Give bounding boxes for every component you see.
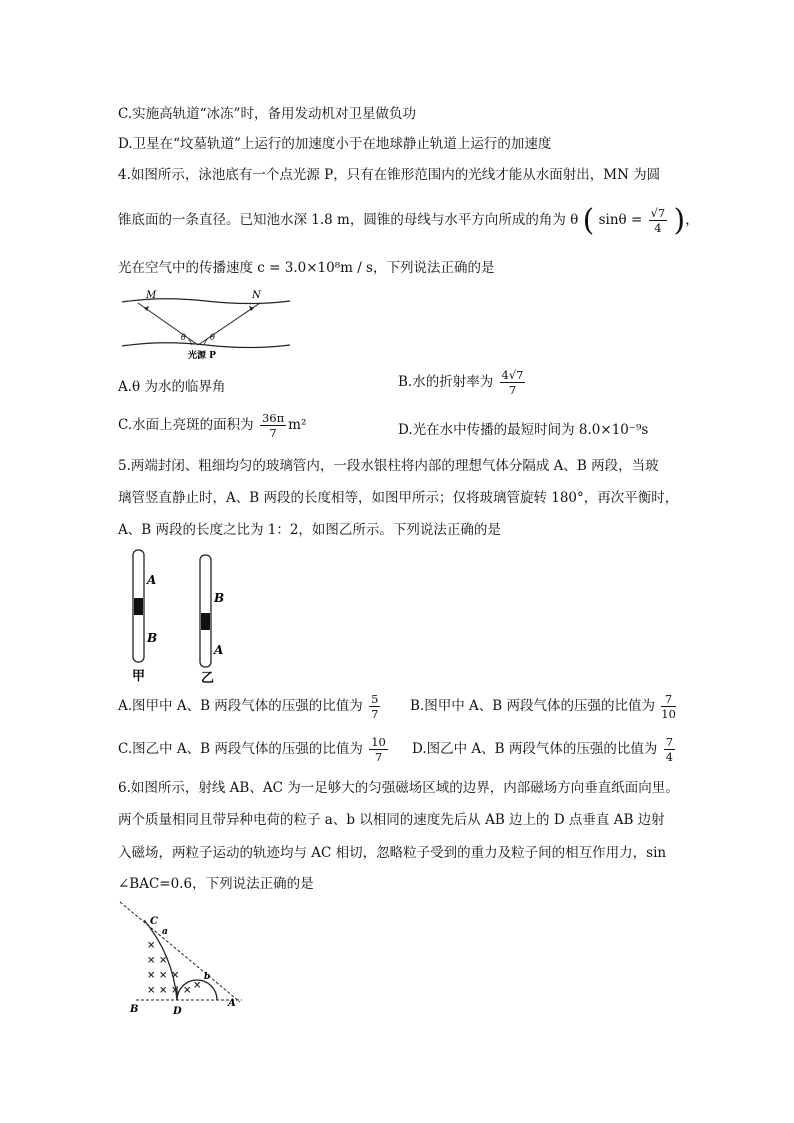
q3-option-d: D.卫星在“坟墓轨道”上运行的加速度小于在地球静止轨道上运行的加速度 (118, 136, 552, 152)
q4-stem-line2-text: 锥底面的一条直径。已知池水深 1.8 m，圆锥的母线与水平方向所成的角为 θ (118, 212, 579, 228)
figure-light-source (118, 286, 296, 362)
q4-option-b-text: B.水的折射率为 (398, 374, 494, 390)
cross-mark: × (159, 955, 168, 966)
q6-stem-line4: ∠BAC=0.6，下列说法正确的是 (118, 876, 314, 892)
cross-mark: × (193, 980, 202, 991)
q4-stem-line3: 光在空气中的传播速度 c = 3.0×10⁸m / s，下列说法正确的是 (118, 260, 495, 276)
label-yi-B: B (214, 591, 225, 605)
label-yi-A: A (214, 643, 224, 657)
cross-mark: × (171, 970, 180, 981)
q5-option-c (118, 735, 390, 764)
frac-denominator: 7 (371, 707, 379, 721)
frac-numerator: 7 (661, 692, 676, 707)
q4-option-c-fraction (260, 411, 286, 440)
label-D: D (173, 1006, 182, 1017)
label-B: B (130, 1004, 139, 1015)
q5-option-b (410, 692, 678, 721)
figure-magnetic-field (118, 900, 258, 1020)
frac-numerator: 5 (371, 692, 379, 706)
q6-stem-line1: 6.如图所示，射线 AB、AC 为一足够大的匀强磁场区域的边界，内部磁场方向垂直纸面向里。 (118, 780, 679, 796)
label-theta-left: θ (181, 333, 186, 342)
label-N: N (252, 290, 261, 301)
cross-mark: × (147, 985, 156, 996)
mercury-jia (134, 598, 143, 615)
q4-option-d: D.光在水中传播的最短时间为 8.0×10⁻⁹s (398, 422, 649, 438)
q5-stem-line3: A、B 两段的长度之比为 1：2，如图乙所示。下列说法正确的是 (118, 522, 501, 538)
frac-denominator: 10 (661, 707, 676, 721)
cross-mark: × (147, 940, 156, 951)
frac-numerator: 36π (261, 411, 285, 425)
cross-mark: × (171, 985, 180, 996)
q4-option-b-fraction (500, 368, 526, 397)
cross-mark: × (147, 955, 156, 966)
q5-option-a (118, 692, 382, 721)
label-jia-A: A (147, 573, 157, 587)
label-C: C (150, 916, 158, 927)
label-theta-right: θ (210, 333, 215, 342)
q5-option-b-text: B.图甲中 A、B 两段气体的压强的比值为 (410, 698, 655, 714)
q4-sin-fraction (649, 206, 668, 235)
q5-stem-line2: 璃管竖直静止时，A、B 两段的长度相等，如图甲所示；仅将玻璃管旋转 180°，再次平衡时， (118, 490, 679, 506)
q6-stem-line2: 两个质量相同且带异种电荷的粒子 a、b 以相同的速度先后从 AB 边上的 D 点垂直 AB 边射 (118, 812, 665, 828)
close-paren: ) (673, 203, 686, 238)
field-crosses (147, 940, 201, 996)
q4-option-b (398, 368, 527, 397)
label-b: b (204, 972, 211, 982)
cross-mark: × (159, 970, 168, 981)
q5-option-a-text: A.图甲中 A、B 两段气体的压强的比值为 (118, 698, 363, 714)
figure-glass-tubes (126, 548, 246, 688)
open-paren: ( (582, 203, 595, 238)
q5-option-c-text: C.图乙中 A、B 两段气体的压强的比值为 (118, 741, 363, 757)
label-source: 光源 P (188, 351, 216, 361)
tube-yi (200, 555, 211, 667)
frac-numerator: 10 (371, 735, 386, 749)
q5-option-c-fraction (369, 735, 388, 764)
q4-option-c-unit: m² (288, 417, 307, 433)
boundary-AC (120, 902, 240, 1002)
frac-numerator: 7 (665, 735, 674, 749)
label-a: a (162, 927, 168, 937)
mercury-yi (201, 613, 210, 630)
frac-denominator: 7 (269, 426, 277, 440)
label-yi: 乙 (201, 671, 215, 686)
frac-denominator: 7 (508, 383, 517, 397)
q5-option-d-text: D.图乙中 A、B 两段气体的压强的比值为 (412, 741, 658, 757)
q4-option-c (118, 411, 306, 440)
frac-numerator: 4√7 (501, 368, 524, 382)
pool-bottom (122, 343, 290, 348)
q4-option-a: A.θ 为水的临界角 (118, 379, 226, 395)
q4-stem-line2: 锥底面的一条直径。已知池水深 1.8 m，圆锥的母线与水平方向所成的角为 θ ( sinθ = $\frac{√7}{4}$ )， (118, 203, 699, 238)
frac-denominator: 7 (374, 750, 383, 764)
q5-option-d (412, 735, 677, 764)
cross-mark: × (159, 985, 168, 996)
label-A: A (228, 998, 236, 1009)
cross-mark: × (183, 985, 192, 996)
frac-denominator: 4 (654, 221, 662, 235)
frac-numerator: √7 (650, 206, 666, 220)
q5-option-b-fraction (661, 692, 676, 721)
label-jia: 甲 (132, 669, 146, 684)
q3-option-c: C.实施高轨道“冰冻”时，备用发动机对卫星做负功 (118, 106, 416, 122)
q5-option-d-fraction (664, 735, 675, 764)
label-jia-B: B (147, 631, 158, 645)
q4-sin-label: sinθ = (598, 212, 643, 228)
q6-stem-line3: 入磁场，两粒子运动的轨迹均与 AC 相切，忽略粒子受到的重力及粒子间的相互作用力，sin (118, 845, 667, 861)
frac-denominator: 4 (665, 750, 674, 764)
q4-option-c-text: C.水面上亮斑的面积为 (118, 417, 254, 433)
q5-option-a-fraction (369, 692, 380, 721)
cross-mark: × (147, 970, 156, 981)
q5-stem-line1: 5.两端封闭、粗细均匀的玻璃管内，一段水银柱将内部的理想气体分隔成 A、B 两段，当玻 (118, 458, 659, 474)
q4-stem-line1: 4.如图所示，泳池底有一个点光源 P，只有在锥形范围内的光线才能从水面射出，MN 为圆 (118, 167, 661, 183)
label-M: M (146, 290, 157, 301)
